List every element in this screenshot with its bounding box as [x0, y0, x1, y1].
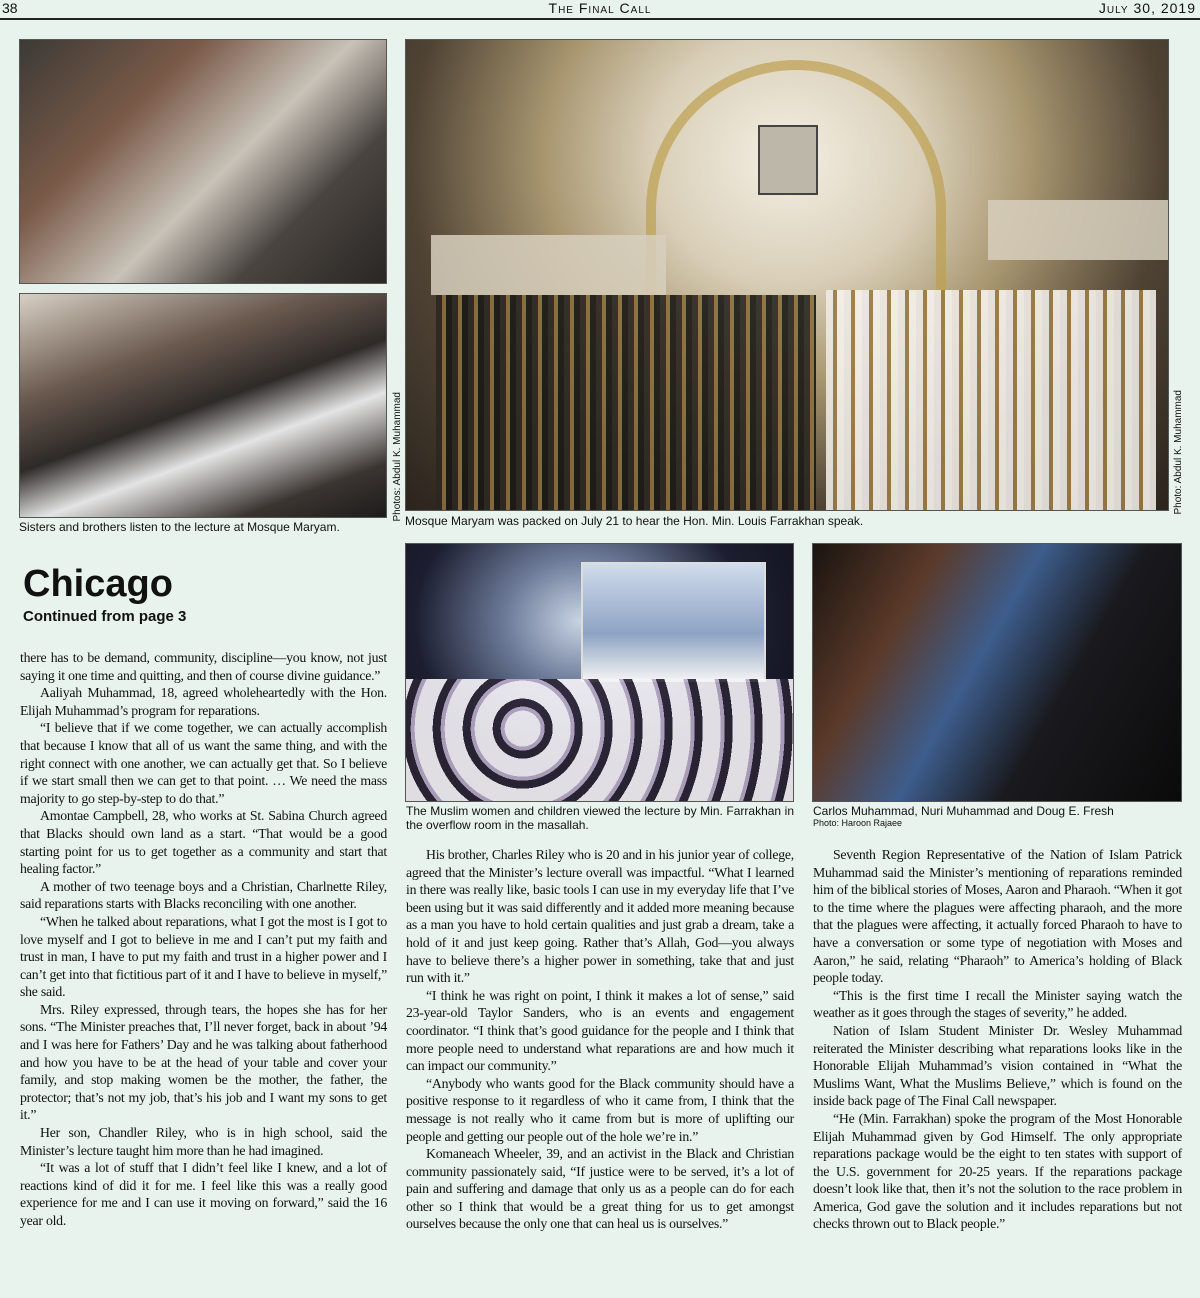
- article-column-3: [813, 846, 1182, 1233]
- paragraph: “He (Min. Farrakhan) spoke the program of the Most Honorable Elijah Muhammad given by God Himself. The only appropriate reparations package would be the eight to ten states with support of the U.S. government for 20-25 years. If the reparations package doesn’t look like that, then it’s not the solution to the race problem in America, God gave the solution and it includes reparations but not checks thrown out to Black people.”: [813, 1110, 1182, 1232]
- caption-overflow: The Muslim women and children viewed the lecture by Min. Farrakhan in the overflow room in the masallah.: [406, 804, 794, 832]
- page-header: [0, 0, 1200, 18]
- paragraph: “I think he was right on point, I think it makes a lot of sense,” said 23-year-old Taylor Sanders, who is an events and engagement coordinator. “I think that’s good guidance for the people and I think that more people need to understand what reparations are and how much it can impact our community.”: [406, 987, 794, 1074]
- paragraph: Aaliyah Muhammad, 18, agreed wholeheartedly with the Hon. Elijah Muhammad’s program for reparations.: [20, 685, 387, 718]
- crowd-women: [826, 290, 1156, 511]
- paragraph: there has to be demand, community, discipline—you know, not just saying it one time and quitting, and then of course divine guidance.”: [20, 650, 387, 683]
- issue-date: July 30, 2019: [1098, 0, 1196, 16]
- caption-guests-text: Carlos Muhammad, Nuri Muhammad and Doug E. Fresh: [813, 804, 1114, 818]
- photo-guests: [812, 543, 1182, 802]
- masthead: The Final Call: [548, 0, 652, 16]
- caption-guests: [813, 804, 1183, 829]
- caption-mosque: Mosque Maryam was packed on July 21 to hear the Hon. Min. Louis Farrakhan speak.: [405, 514, 864, 528]
- page-number: 38: [2, 0, 18, 16]
- article-column-2: [406, 846, 794, 1233]
- article-headline: Chicago: [23, 563, 173, 605]
- paragraph: “Anybody who wants good for the Black community should have a positive response to it regardless of who it came from, I think that the message is not really who it came from but is more of uplifting our people and getting our people out of the hole we’re in.”: [406, 1075, 794, 1144]
- paragraph: His brother, Charles Riley who is 20 and in his junior year of college, agreed that the Minister’s lecture overall was impactful. “What I learned in there was really like, basic tools I can use in my everyday life that I’ve been using but it was said differently and it added more meaning because as a man you have to hold certain qualities and just grab a dream, take a hold of it and just keep going. Rather that’s Allah, God—you always have to believe there’s a higher power in something, take that and just run with it.”: [406, 847, 794, 986]
- paragraph: “When he talked about reparations, what I got the most is I got to love myself and I got to believe in me and I can’t put my faith and trust in man, I have to put my faith and trust in a higher power and I can’t get into that fictitious part of it and I have to believe in myself,” she said.: [20, 913, 387, 1000]
- photo-sisters-audience: [19, 39, 387, 284]
- header-rule: [0, 18, 1200, 20]
- photo-mosque-interior: [405, 39, 1169, 511]
- paragraph: Seventh Region Representative of the Nation of Islam Patrick Muhammad said the Minister’s mentioning of reparations reminded him of the biblical stories of Moses, Aaron and Pharaoh. “When it got to the time where the plagues were affecting pharaoh, and the more that the plagues were affecting, it actually forced Pharaoh to have to have a conversation or some type of negotiation with Moses and Aaron,” he said, relating “Pharaoh” to America’s holding of Black people today.: [813, 847, 1182, 986]
- crowd-men: [436, 295, 816, 511]
- paragraph: A mother of two teenage boys and a Christian, Charlnette Riley, said reparations starts with Blacks reconciling with one another.: [20, 878, 387, 912]
- photo-credit-right: Photo: Abdul K. Muhammad: [1173, 390, 1184, 515]
- caption-guests-credit: Photo: Haroon Rajaee: [813, 818, 903, 828]
- photo-overflow-room: [405, 543, 794, 802]
- paragraph: Amontae Campbell, 28, who works at St. Sabina Church agreed that Blacks should own land as a start. “That would be a good starting point for us to get together as a community and start that healing factor.”: [20, 808, 387, 877]
- paragraph: Nation of Islam Student Minister Dr. Wesley Muhammad reiterated the Minister describing what reparations looks like in the Honorable Elijah Muhammad’s vision contained in “What the Muslims Want, What the Muslims Believe,” which is found on the inside back page of The Final Call newspaper.: [813, 1022, 1182, 1109]
- photo-credit-left: Photos: Abdul K. Muhammad: [392, 392, 403, 522]
- paragraph: “This is the first time I recall the Minister saying watch the weather as it goes through the stages of severity,” he added.: [813, 987, 1182, 1021]
- paragraph: Komaneach Wheeler, 39, and an activist in the Black and Christian community passionately said, “If justice were to be served, it’s a lot of pain and suffering and damage that only us as a people can do for each other so I think that would be a great thing for us to get amongst ourselves because the only one that can heal us is ourselves.”: [406, 1146, 794, 1232]
- paragraph: “I believe that if we come together, we can actually accomplish that because I know that all of us want the same thing, and with the right connect with one another, we can actually get that. So I believe if we start small then we can get to that point. … We need the mass majority to go step-by-step to do that.”: [20, 720, 387, 806]
- paragraph: Mrs. Riley expressed, through tears, the hopes she has for her sons. “The Minister preaches that, I’ll never forget, back in about ’94 and I was here for Fathers’ Day and he was talking about fatherhood and how you have to be at the head of your table and cover your family, and stop making women be the mother, the father, the protector; that’s not my job, that’s his job and I want my sons to get it.”: [20, 1001, 387, 1123]
- paragraph: Her son, Chandler Riley, who is in high school, said the Minister’s lecture taught him more than he had imagined.: [20, 1125, 387, 1158]
- continued-from-line: Continued from page 3: [23, 608, 187, 625]
- paragraph: “It was a lot of stuff that I didn’t feel like I knew, and a lot of reactions kind of did it for me. I feel like this was a really good experience for me and I can use it moving on forward,” said the 16 year old.: [20, 1160, 387, 1228]
- caption-audience: Sisters and brothers listen to the lecture at Mosque Maryam.: [19, 520, 340, 534]
- photo-brothers-audience: [19, 293, 387, 518]
- women-audience: [406, 679, 794, 802]
- balcony-right: [988, 200, 1168, 260]
- balcony-left: [431, 235, 666, 295]
- overflow-screen: [581, 562, 766, 682]
- article-column-1: [20, 649, 387, 1230]
- projection-screen: [758, 125, 818, 195]
